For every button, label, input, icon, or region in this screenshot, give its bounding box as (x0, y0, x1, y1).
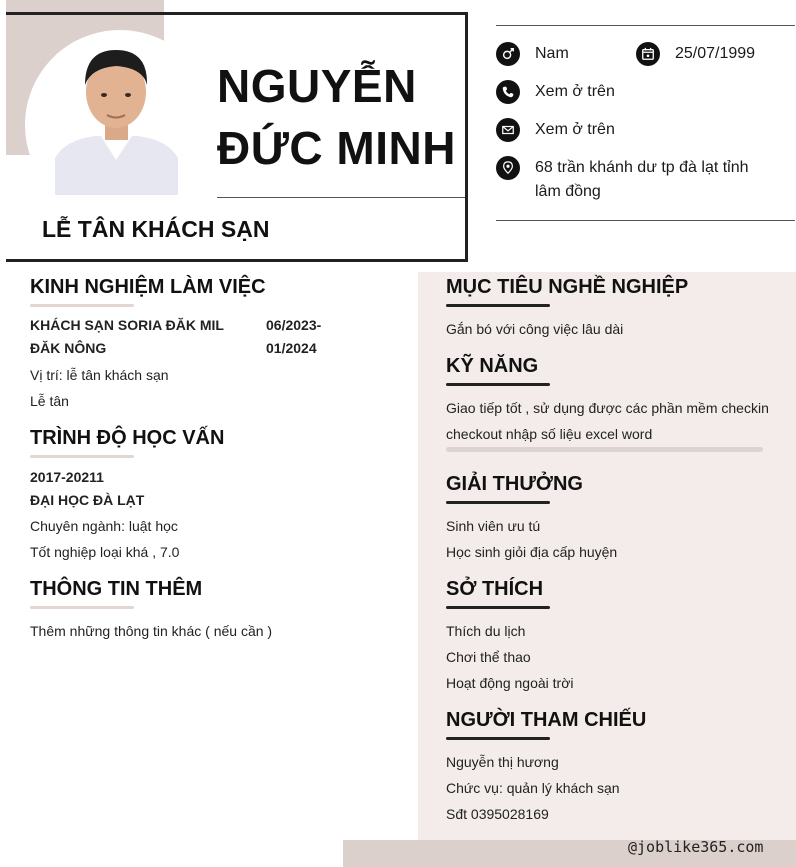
calendar-icon (636, 42, 660, 66)
extra-info-title: THÔNG TIN THÊM (30, 578, 203, 600)
education-major: Chuyên ngành: luật học (30, 518, 178, 534)
awards-title: GIẢI THƯỞNG (446, 473, 583, 495)
site-watermark: @joblike365.com (628, 838, 764, 856)
education-school: ĐẠI HỌC ĐÀ LẠT (30, 492, 145, 508)
experience-company: KHÁCH SẠN SORIA ĐĂK MIL ĐĂK NÔNG (30, 317, 224, 356)
location-icon (496, 156, 520, 180)
education-grade: Tốt nghiệp loại khá , 7.0 (30, 544, 180, 560)
skill-level-bar (446, 447, 763, 452)
birthday-value: 25/07/1999 (675, 45, 756, 62)
contact-gender (496, 42, 569, 66)
extra-info-text: Thêm những thông tin khác ( nếu cần ) (30, 623, 273, 639)
gender-icon (496, 42, 520, 66)
avatar (55, 40, 178, 195)
objective-text: Gắn bó với công việc lâu dài (446, 321, 624, 337)
experience-period: 06/2023- 01/2024 (266, 317, 322, 356)
skills-text: Giao tiếp tốt , sử dụng được các phần mềm checkin checkout nhập số liệu excel word (446, 400, 769, 442)
experience-description: Lễ tân (30, 393, 69, 409)
education-title: TRÌNH ĐỘ HỌC VẤN (30, 427, 225, 449)
contact-divider-bottom (496, 220, 795, 221)
reference-phone: Sđt 0395028169 (446, 806, 549, 822)
hobby-item: Thích du lịch (446, 623, 526, 639)
reference-role: Chức vụ: quản lý khách sạn (446, 780, 620, 796)
job-title: LỄ TÂN KHÁCH SẠN (42, 216, 270, 242)
extra-info-title-bar (30, 606, 134, 609)
hobby-item: Chơi thể thao (446, 649, 531, 665)
name-line-1: NGUYỄN (217, 60, 417, 112)
awards-title-bar (446, 501, 550, 504)
hobby-item: Hoạt động ngoài trời (446, 675, 574, 691)
profile-photo-frame (25, 30, 215, 220)
experience-position: Vị trí: lễ tân khách sạn (30, 367, 169, 383)
experience-title-bar (30, 304, 134, 307)
gender-value: Nam (535, 45, 569, 62)
name-line-2: ĐỨC MINH (217, 122, 456, 174)
education-title-bar (30, 455, 134, 458)
skills-title-bar (446, 383, 550, 386)
references-title: NGƯỜI THAM CHIẾU (446, 709, 647, 731)
phone-icon (496, 80, 520, 104)
phone-value: Xem ở trên (535, 83, 615, 100)
contact-address (496, 156, 766, 204)
award-item: Học sinh giỏi địa cấp huyện (446, 544, 618, 560)
candidate-name (217, 55, 456, 179)
objective-title: MỤC TIÊU NGHỀ NGHIỆP (446, 276, 689, 298)
references-title-bar (446, 737, 550, 740)
contact-birthday (636, 42, 755, 66)
contact-email (496, 118, 615, 142)
objective-title-bar (446, 304, 550, 307)
name-divider (217, 197, 465, 198)
education-years: 2017-20211 (30, 469, 104, 485)
reference-name: Nguyễn thị hương (446, 754, 559, 770)
address-value: 68 trần khánh dư tp đà lạt tỉnh lâm đồng (535, 159, 749, 200)
hobbies-title: SỞ THÍCH (446, 578, 544, 600)
experience-title: KINH NGHIỆM LÀM VIỆC (30, 276, 266, 298)
award-item: Sinh viên ưu tú (446, 518, 541, 534)
hobbies-title-bar (446, 606, 550, 609)
email-value: Xem ở trên (535, 121, 615, 138)
contact-divider-top (496, 25, 795, 26)
skills-title: KỸ NĂNG (446, 355, 539, 377)
contact-phone (496, 80, 615, 104)
mail-icon (496, 118, 520, 142)
